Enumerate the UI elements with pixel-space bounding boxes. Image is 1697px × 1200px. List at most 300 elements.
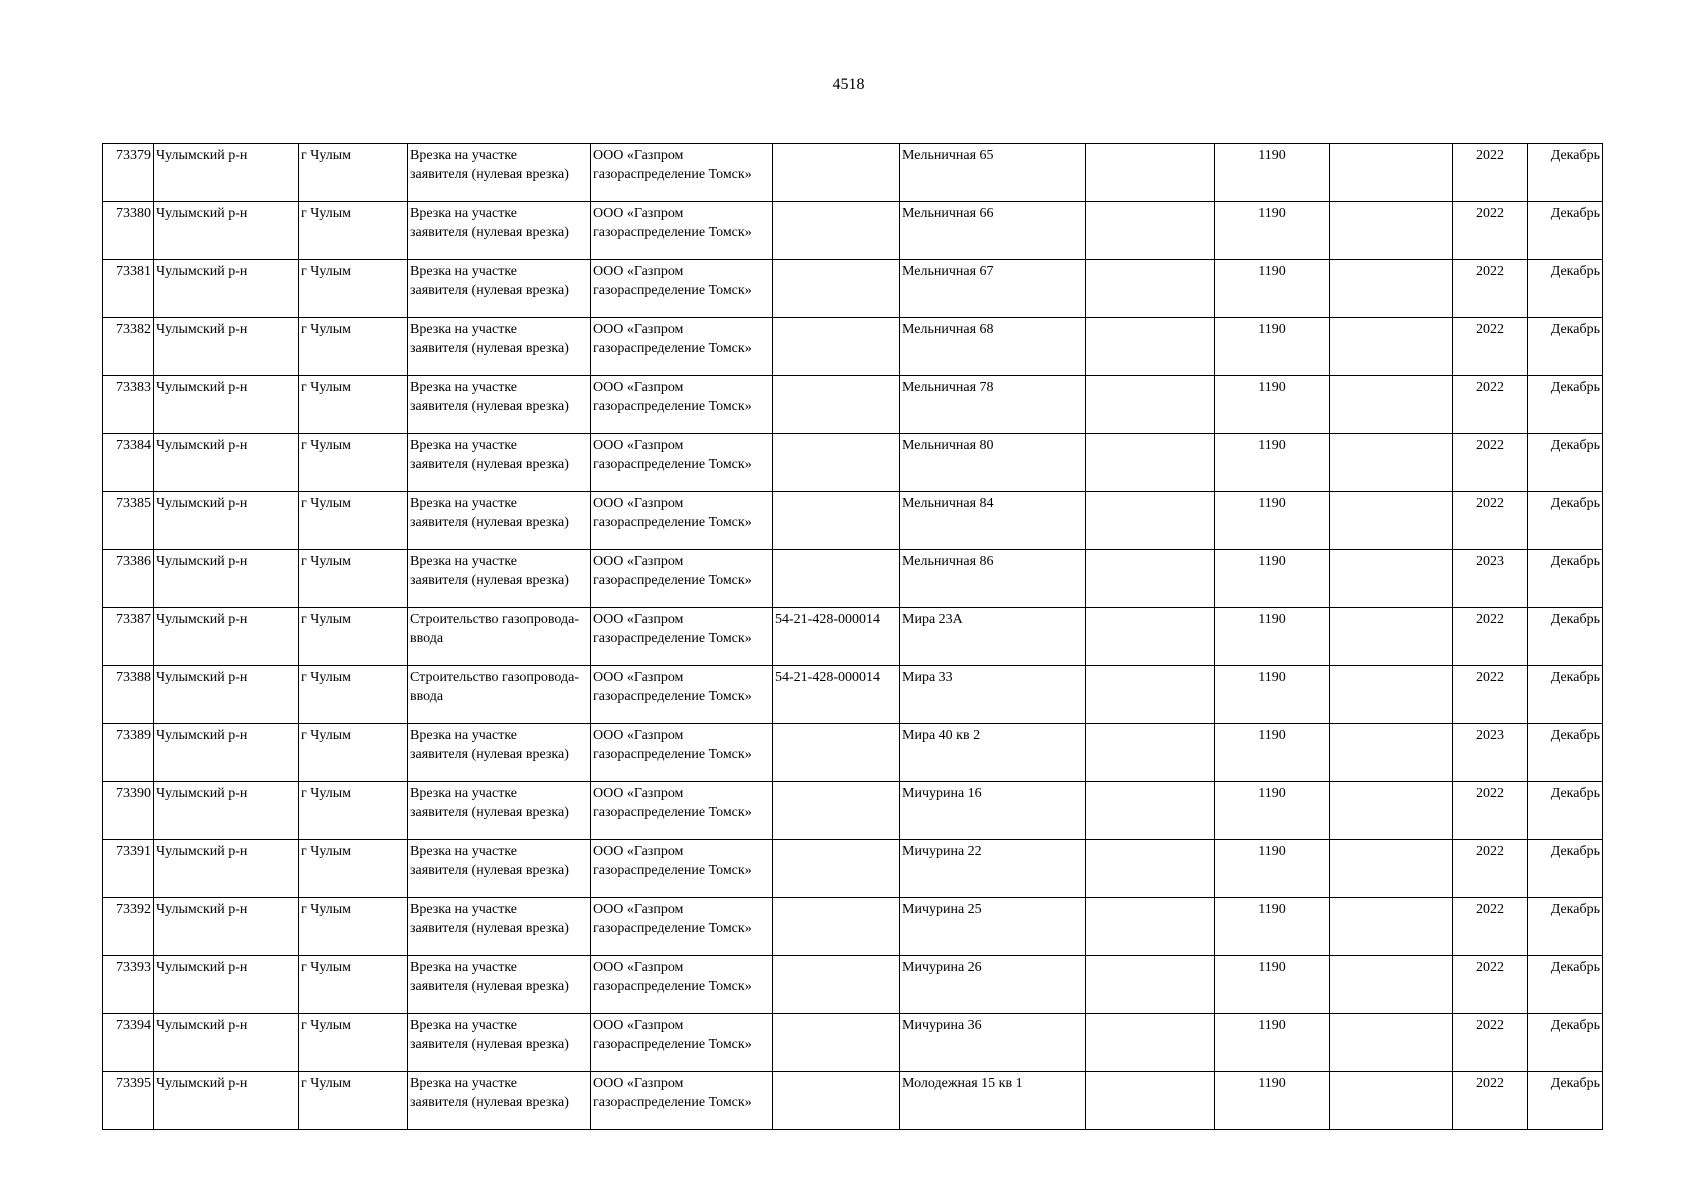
record-id-cell (103, 434, 154, 492)
district-cell (154, 956, 299, 1014)
locality-text: г Чулым (301, 264, 351, 279)
empty-cell (1330, 260, 1453, 318)
organization-line-2: газораспределение Томск» (593, 863, 752, 878)
work-type-cell (408, 550, 591, 608)
object-code-text: 54-21-428-000014 (775, 612, 880, 627)
empty-cell (1086, 1072, 1215, 1130)
month-cell (1528, 840, 1603, 898)
value-text: 1190 (1258, 206, 1286, 221)
organization-line-2: газораспределение Томск» (593, 689, 752, 704)
district-text: Чулымский р-н (156, 206, 248, 221)
district-cell (154, 550, 299, 608)
page-number: 4518 (832, 76, 865, 93)
year-text: 2022 (1476, 438, 1504, 453)
organization-cell (591, 376, 773, 434)
table-row (103, 724, 1603, 782)
record-id-cell (103, 260, 154, 318)
year-text: 2022 (1476, 786, 1504, 801)
work-type-cell (408, 1072, 591, 1130)
locality-text: г Чулым (301, 206, 351, 221)
organization-line-2: газораспределение Томск» (593, 979, 752, 994)
organization-cell (591, 434, 773, 492)
record-id-cell (103, 202, 154, 260)
district-cell (154, 608, 299, 666)
organization-cell (591, 898, 773, 956)
district-cell (154, 202, 299, 260)
year-cell (1453, 840, 1528, 898)
month-text: Декабрь (1550, 148, 1600, 163)
empty-cell (1330, 666, 1453, 724)
record-id-cell (103, 840, 154, 898)
table-row (103, 1072, 1603, 1130)
empty-cell (1330, 434, 1453, 492)
address-text: Мельничная 84 (902, 496, 994, 511)
work-type-cell (408, 724, 591, 782)
month-cell (1528, 956, 1603, 1014)
record-id-text: 73389 (116, 728, 151, 743)
month-text: Декабрь (1550, 728, 1600, 743)
locality-cell (299, 1014, 408, 1072)
empty-cell (1086, 782, 1215, 840)
address-cell (900, 782, 1086, 840)
empty-cell (1330, 898, 1453, 956)
address-text: Мичурина 25 (902, 902, 982, 917)
work-type-line-1: Врезка на участке (410, 438, 518, 453)
record-id-text: 73380 (116, 206, 151, 221)
district-text: Чулымский р-н (156, 670, 248, 685)
organization-line-1: ООО «Газпром (593, 496, 684, 511)
work-type-line-1: Строительство газопровода- (410, 670, 579, 685)
year-cell (1453, 608, 1528, 666)
table-row (103, 956, 1603, 1014)
address-cell (900, 666, 1086, 724)
address-text: Мичурина 36 (902, 1018, 982, 1033)
work-type-line-1: Врезка на участке (410, 1018, 518, 1033)
district-cell (154, 724, 299, 782)
work-type-cell (408, 666, 591, 724)
year-text: 2022 (1476, 380, 1504, 395)
value-text: 1190 (1258, 554, 1286, 569)
organization-line-1: ООО «Газпром (593, 554, 684, 569)
locality-text: г Чулым (301, 612, 351, 627)
locality-cell (299, 260, 408, 318)
work-type-cell (408, 434, 591, 492)
empty-cell (1086, 144, 1215, 202)
district-cell (154, 1072, 299, 1130)
address-text: Мичурина 26 (902, 960, 982, 975)
organization-line-1: ООО «Газпром (593, 206, 684, 221)
year-cell (1453, 956, 1528, 1014)
record-id-cell (103, 492, 154, 550)
organization-cell (591, 608, 773, 666)
object-code-text: 54-21-428-000014 (775, 670, 880, 685)
year-text: 2022 (1476, 960, 1504, 975)
work-type-line-1: Врезка на участке (410, 554, 518, 569)
value-text: 1190 (1258, 612, 1286, 627)
value-text: 1190 (1258, 380, 1286, 395)
district-text: Чулымский р-н (156, 322, 248, 337)
empty-cell (1330, 1014, 1453, 1072)
work-type-cell (408, 144, 591, 202)
value-text: 1190 (1258, 960, 1286, 975)
address-cell (900, 376, 1086, 434)
work-type-cell (408, 1014, 591, 1072)
organization-line-2: газораспределение Томск» (593, 399, 752, 414)
empty-cell (1086, 202, 1215, 260)
year-text: 2022 (1476, 612, 1504, 627)
value-cell (1215, 434, 1330, 492)
table-row (103, 492, 1603, 550)
month-text: Декабрь (1550, 206, 1600, 221)
organization-cell (591, 840, 773, 898)
table-row (103, 1014, 1603, 1072)
empty-cell (1086, 550, 1215, 608)
district-text: Чулымский р-н (156, 786, 248, 801)
empty-cell (1086, 666, 1215, 724)
empty-cell (1330, 318, 1453, 376)
district-text: Чулымский р-н (156, 1076, 248, 1091)
organization-cell (591, 144, 773, 202)
object-code-cell (773, 956, 900, 1014)
district-text: Чулымский р-н (156, 554, 248, 569)
object-code-cell (773, 492, 900, 550)
record-id-cell (103, 1072, 154, 1130)
district-cell (154, 492, 299, 550)
work-type-cell (408, 898, 591, 956)
district-text: Чулымский р-н (156, 264, 248, 279)
work-type-line-2: заявителя (нулевая врезка) (410, 863, 569, 878)
value-text: 1190 (1258, 1076, 1286, 1091)
empty-cell (1330, 782, 1453, 840)
locality-cell (299, 144, 408, 202)
district-text: Чулымский р-н (156, 728, 248, 743)
object-code-cell (773, 666, 900, 724)
year-text: 2022 (1476, 844, 1504, 859)
address-text: Мельничная 68 (902, 322, 994, 337)
district-text: Чулымский р-н (156, 380, 248, 395)
record-id-text: 73387 (116, 612, 151, 627)
address-cell (900, 260, 1086, 318)
value-cell (1215, 840, 1330, 898)
address-text: Мира 40 кв 2 (902, 728, 981, 743)
address-cell (900, 840, 1086, 898)
value-text: 1190 (1258, 322, 1286, 337)
locality-text: г Чулым (301, 380, 351, 395)
empty-cell (1330, 840, 1453, 898)
month-cell (1528, 144, 1603, 202)
address-text: Мельничная 67 (902, 264, 994, 279)
empty-cell (1086, 492, 1215, 550)
value-cell (1215, 608, 1330, 666)
locality-text: г Чулым (301, 554, 351, 569)
empty-cell (1086, 608, 1215, 666)
locality-cell (299, 724, 408, 782)
record-id-text: 73379 (116, 148, 151, 163)
empty-cell (1330, 202, 1453, 260)
work-type-line-2: заявителя (нулевая врезка) (410, 747, 569, 762)
value-text: 1190 (1258, 496, 1286, 511)
table-row (103, 376, 1603, 434)
organization-line-1: ООО «Газпром (593, 1076, 684, 1091)
value-cell (1215, 550, 1330, 608)
value-text: 1190 (1258, 438, 1286, 453)
district-cell (154, 318, 299, 376)
record-id-cell (103, 724, 154, 782)
work-type-line-2: заявителя (нулевая врезка) (410, 805, 569, 820)
value-text: 1190 (1258, 786, 1286, 801)
year-cell (1453, 666, 1528, 724)
table-row (103, 782, 1603, 840)
record-id-text: 73383 (116, 380, 151, 395)
district-text: Чулымский р-н (156, 148, 248, 163)
record-id-text: 73392 (116, 902, 151, 917)
locality-cell (299, 318, 408, 376)
district-cell (154, 666, 299, 724)
table-row (103, 550, 1603, 608)
locality-text: г Чулым (301, 786, 351, 801)
month-cell (1528, 434, 1603, 492)
district-text: Чулымский р-н (156, 438, 248, 453)
record-id-cell (103, 666, 154, 724)
address-cell (900, 724, 1086, 782)
record-id-text: 73393 (116, 960, 151, 975)
organization-cell (591, 956, 773, 1014)
organization-line-1: ООО «Газпром (593, 438, 684, 453)
table-row (103, 144, 1603, 202)
year-cell (1453, 376, 1528, 434)
organization-line-1: ООО «Газпром (593, 380, 684, 395)
record-id-cell (103, 318, 154, 376)
empty-cell (1330, 608, 1453, 666)
empty-cell (1330, 492, 1453, 550)
organization-line-2: газораспределение Томск» (593, 283, 752, 298)
year-text: 2022 (1476, 148, 1504, 163)
work-type-line-1: Врезка на участке (410, 960, 518, 975)
object-code-cell (773, 608, 900, 666)
object-code-cell (773, 144, 900, 202)
empty-cell (1086, 724, 1215, 782)
month-text: Декабрь (1550, 844, 1600, 859)
address-text: Мельничная 78 (902, 380, 994, 395)
year-text: 2022 (1476, 496, 1504, 511)
year-cell (1453, 260, 1528, 318)
year-cell (1453, 318, 1528, 376)
district-cell (154, 782, 299, 840)
work-type-line-1: Врезка на участке (410, 148, 518, 163)
empty-cell (1086, 376, 1215, 434)
organization-cell (591, 782, 773, 840)
organization-cell (591, 550, 773, 608)
locality-cell (299, 492, 408, 550)
locality-cell (299, 1072, 408, 1130)
record-id-text: 73388 (116, 670, 151, 685)
locality-text: г Чулым (301, 148, 351, 163)
address-text: Мельничная 86 (902, 554, 994, 569)
address-cell (900, 608, 1086, 666)
organization-line-1: ООО «Газпром (593, 322, 684, 337)
address-cell (900, 202, 1086, 260)
work-type-line-2: заявителя (нулевая врезка) (410, 225, 569, 240)
record-id-cell (103, 376, 154, 434)
locality-cell (299, 550, 408, 608)
address-text: Мира 23А (902, 612, 963, 627)
locality-text: г Чулым (301, 322, 351, 337)
month-text: Декабрь (1550, 786, 1600, 801)
address-text: Мичурина 22 (902, 844, 982, 859)
year-text: 2023 (1476, 554, 1504, 569)
month-cell (1528, 1014, 1603, 1072)
month-cell (1528, 666, 1603, 724)
work-type-cell (408, 840, 591, 898)
record-id-cell (103, 782, 154, 840)
object-code-cell (773, 1014, 900, 1072)
work-type-line-2: заявителя (нулевая врезка) (410, 573, 569, 588)
organization-line-2: газораспределение Томск» (593, 921, 752, 936)
record-id-text: 73395 (116, 1076, 151, 1091)
work-type-cell (408, 376, 591, 434)
locality-cell (299, 898, 408, 956)
record-id-text: 73384 (116, 438, 151, 453)
work-type-line-2: заявителя (нулевая врезка) (410, 283, 569, 298)
empty-cell (1330, 724, 1453, 782)
organization-line-2: газораспределение Томск» (593, 167, 752, 182)
organization-cell (591, 1072, 773, 1130)
locality-text: г Чулым (301, 844, 351, 859)
organization-cell (591, 492, 773, 550)
value-cell (1215, 1072, 1330, 1130)
work-type-line-1: Врезка на участке (410, 728, 518, 743)
organization-line-1: ООО «Газпром (593, 264, 684, 279)
organization-line-2: газораспределение Томск» (593, 225, 752, 240)
organization-line-2: газораспределение Томск» (593, 1095, 752, 1110)
organization-line-2: газораспределение Томск» (593, 341, 752, 356)
value-text: 1190 (1258, 844, 1286, 859)
year-text: 2022 (1476, 322, 1504, 337)
organization-cell (591, 318, 773, 376)
record-id-text: 73382 (116, 322, 151, 337)
organization-line-2: газораспределение Томск» (593, 457, 752, 472)
organization-cell (591, 202, 773, 260)
month-cell (1528, 260, 1603, 318)
organization-line-1: ООО «Газпром (593, 670, 684, 685)
work-type-cell (408, 318, 591, 376)
year-text: 2022 (1476, 264, 1504, 279)
object-code-cell (773, 1072, 900, 1130)
record-id-text: 73394 (116, 1018, 151, 1033)
month-cell (1528, 202, 1603, 260)
organization-line-2: газораспределение Томск» (593, 573, 752, 588)
work-type-line-1: Врезка на участке (410, 206, 518, 221)
locality-cell (299, 840, 408, 898)
address-text: Молодежная 15 кв 1 (902, 1076, 1023, 1091)
organization-line-2: газораспределение Томск» (593, 515, 752, 530)
address-cell (900, 1014, 1086, 1072)
address-text: Мельничная 66 (902, 206, 994, 221)
month-cell (1528, 492, 1603, 550)
work-type-line-1: Врезка на участке (410, 1076, 518, 1091)
work-type-cell (408, 492, 591, 550)
work-type-cell (408, 260, 591, 318)
table-row (103, 840, 1603, 898)
object-code-cell (773, 724, 900, 782)
locality-cell (299, 666, 408, 724)
month-cell (1528, 898, 1603, 956)
address-cell (900, 898, 1086, 956)
record-id-cell (103, 550, 154, 608)
table-row (103, 318, 1603, 376)
organization-cell (591, 724, 773, 782)
work-type-line-1: Врезка на участке (410, 496, 518, 511)
value-cell (1215, 492, 1330, 550)
value-cell (1215, 260, 1330, 318)
locality-cell (299, 956, 408, 1014)
record-id-text: 73386 (116, 554, 151, 569)
empty-cell (1086, 956, 1215, 1014)
empty-cell (1330, 956, 1453, 1014)
organization-line-1: ООО «Газпром (593, 960, 684, 975)
month-text: Декабрь (1550, 438, 1600, 453)
record-id-cell (103, 1014, 154, 1072)
table-row (103, 898, 1603, 956)
record-id-text: 73381 (116, 264, 151, 279)
value-text: 1190 (1258, 728, 1286, 743)
value-cell (1215, 898, 1330, 956)
district-cell (154, 260, 299, 318)
district-cell (154, 144, 299, 202)
organization-cell (591, 1014, 773, 1072)
organization-line-1: ООО «Газпром (593, 728, 684, 743)
address-cell (900, 956, 1086, 1014)
empty-cell (1086, 898, 1215, 956)
object-code-cell (773, 434, 900, 492)
work-type-line-2: заявителя (нулевая врезка) (410, 979, 569, 994)
object-code-cell (773, 376, 900, 434)
month-text: Декабрь (1550, 960, 1600, 975)
work-type-cell (408, 202, 591, 260)
year-cell (1453, 1072, 1528, 1130)
month-cell (1528, 550, 1603, 608)
year-cell (1453, 492, 1528, 550)
district-text: Чулымский р-н (156, 960, 248, 975)
empty-cell (1086, 318, 1215, 376)
object-code-cell (773, 318, 900, 376)
month-cell (1528, 724, 1603, 782)
address-text: Мира 33 (902, 670, 953, 685)
month-text: Декабрь (1550, 670, 1600, 685)
district-text: Чулымский р-н (156, 612, 248, 627)
work-type-line-2: ввода (410, 689, 444, 704)
organization-line-2: газораспределение Томск» (593, 1037, 752, 1052)
work-type-line-2: заявителя (нулевая врезка) (410, 399, 569, 414)
object-code-cell (773, 202, 900, 260)
address-cell (900, 492, 1086, 550)
value-cell (1215, 782, 1330, 840)
work-type-line-2: заявителя (нулевая врезка) (410, 457, 569, 472)
empty-cell (1330, 550, 1453, 608)
district-cell (154, 376, 299, 434)
year-text: 2022 (1476, 1076, 1504, 1091)
record-id-text: 73390 (116, 786, 151, 801)
value-cell (1215, 202, 1330, 260)
year-text: 2022 (1476, 902, 1504, 917)
work-type-line-2: заявителя (нулевая врезка) (410, 921, 569, 936)
work-type-line-2: заявителя (нулевая врезка) (410, 1037, 569, 1052)
value-text: 1190 (1258, 670, 1286, 685)
month-text: Декабрь (1550, 902, 1600, 917)
object-code-cell (773, 260, 900, 318)
year-cell (1453, 202, 1528, 260)
year-cell (1453, 144, 1528, 202)
